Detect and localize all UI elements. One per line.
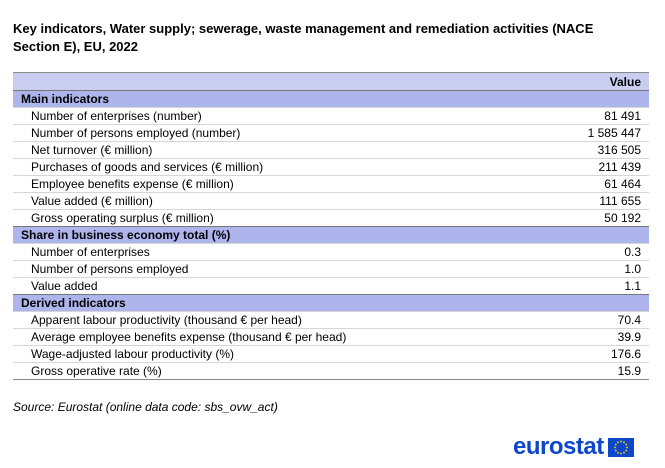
row-value: 316 505 <box>597 143 641 157</box>
table-row <box>13 277 649 294</box>
table-row <box>13 141 649 158</box>
section-label: Main indicators <box>21 92 110 106</box>
row-label: Gross operating surplus (€ million) <box>31 211 214 225</box>
row-value: 211 439 <box>598 160 641 174</box>
table-header-row <box>13 73 649 90</box>
row-value: 176.6 <box>610 347 641 361</box>
row-label: Value added <box>31 279 98 293</box>
row-label: Gross operative rate (%) <box>31 364 162 378</box>
section-derived-indicators <box>13 294 649 311</box>
row-value: 61 464 <box>604 177 641 191</box>
row-label: Value added (€ million) <box>31 194 153 208</box>
value-column-header: Value <box>609 74 641 89</box>
row-value: 1.0 <box>624 262 641 276</box>
row-label: Number of persons employed (number) <box>31 126 241 140</box>
row-label: Employee benefits expense (€ million) <box>31 177 234 191</box>
row-value: 111 655 <box>599 194 641 208</box>
row-label: Apparent labour productivity (thousand € per head) <box>31 313 302 327</box>
table-row <box>13 260 649 277</box>
row-value: 15.9 <box>617 364 641 378</box>
row-label: Number of enterprises (number) <box>31 109 202 123</box>
table-row <box>13 328 649 345</box>
row-label: Average employee benefits expense (thousand € per head) <box>31 330 347 344</box>
row-label: Wage-adjusted labour productivity (%) <box>31 347 234 361</box>
table-row <box>13 362 649 379</box>
table-row <box>13 192 649 209</box>
table-row <box>13 243 649 260</box>
table-title: Key indicators, Water supply; sewerage, waste management and remediation activities (NACE Section E), EU, 2022 <box>13 21 594 54</box>
source-note: Source: Eurostat (online data code: sbs_ovw_act) <box>13 400 278 414</box>
table-row <box>13 107 649 124</box>
row-label: Net turnover (€ million) <box>31 143 153 157</box>
row-label: Number of persons employed <box>31 262 189 276</box>
table-row <box>13 345 649 362</box>
row-value: 50 192 <box>604 211 641 225</box>
table-row <box>13 311 649 328</box>
row-value: 39.9 <box>617 330 641 344</box>
row-label: Purchases of goods and services (€ million) <box>31 160 264 174</box>
section-label: Share in business economy total (%) <box>21 228 231 242</box>
eu-flag-icon <box>608 438 634 457</box>
section-label: Derived indicators <box>21 296 126 310</box>
row-value: 1.1 <box>624 279 641 293</box>
logo-text: eurostat <box>513 433 604 460</box>
eurostat-logo <box>513 435 634 459</box>
table-row <box>13 175 649 192</box>
row-value: 70.4 <box>617 313 641 327</box>
row-value: 1 585 447 <box>587 126 641 140</box>
section-main-indicators <box>13 90 649 107</box>
row-value: 0.3 <box>624 245 641 259</box>
indicators-table <box>13 72 649 380</box>
section-share-business-economy <box>13 226 649 243</box>
table-row <box>13 158 649 175</box>
row-value: 81 491 <box>604 109 641 123</box>
row-label: Number of enterprises <box>31 245 150 259</box>
table-row <box>13 124 649 141</box>
table-row <box>13 209 649 226</box>
